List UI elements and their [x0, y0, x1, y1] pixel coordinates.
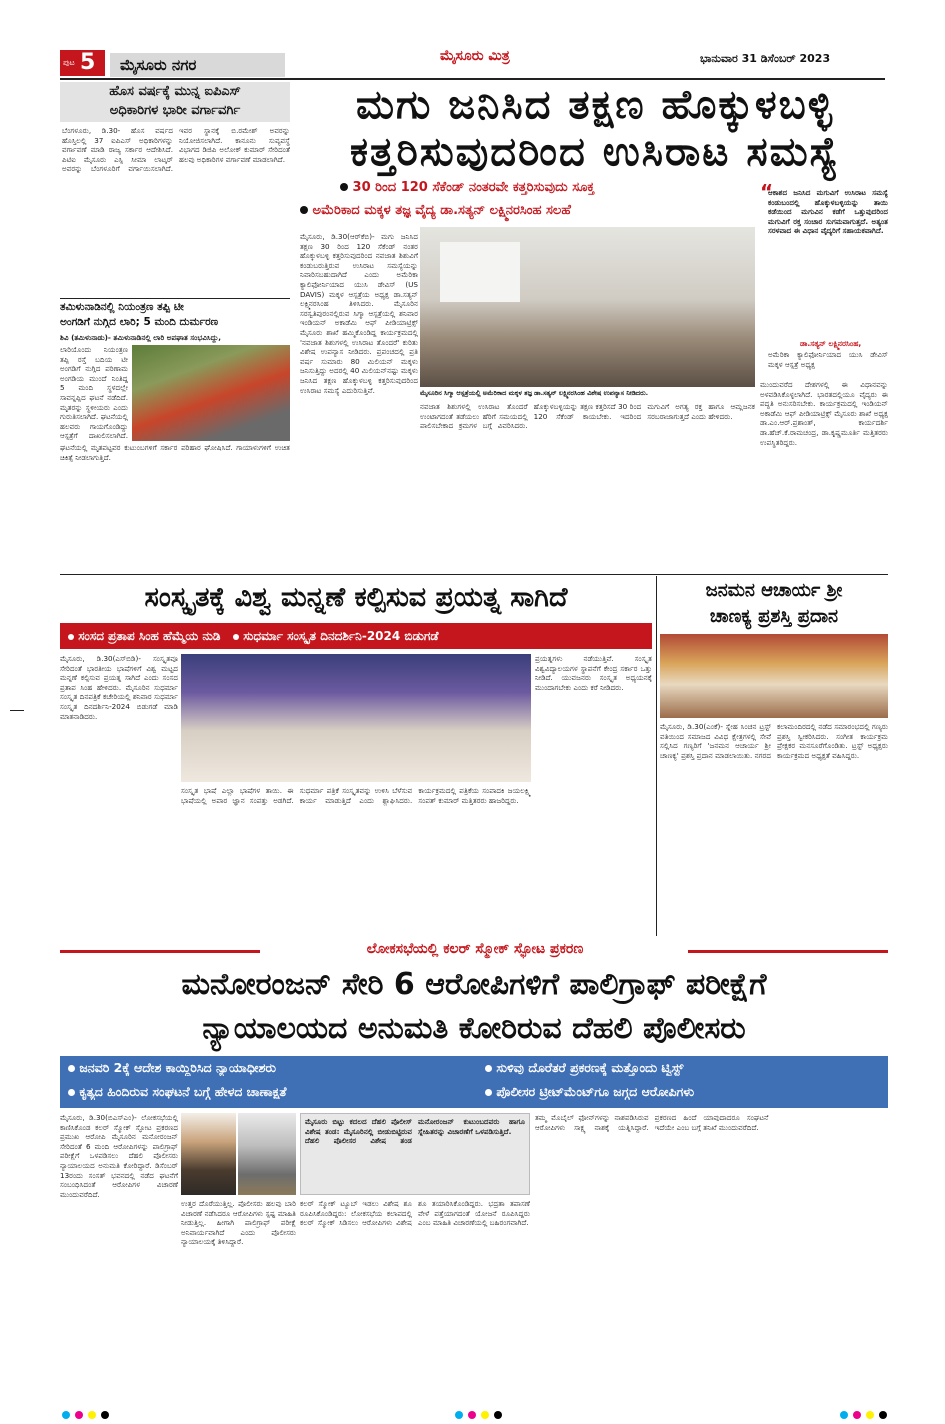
- issue-date: ಭಾನುವಾರ 31 ಡಿಸೆಂಬರ್ 2023: [700, 52, 831, 65]
- colorsmoke-bullet-3: [68, 1084, 478, 1100]
- lead-headline-line1: ಮಗು ಜನಿಸಿದ ತಕ್ಷಣ ಹೊಕ್ಕುಳಬಳ್ಳಿ: [355, 82, 835, 128]
- bullet-icon: [233, 634, 239, 640]
- sanskrit-deck: [60, 623, 652, 649]
- divider: [656, 576, 657, 936]
- colorsmoke-box-text: ಮೈಸೂರು ಬಿಟ್ಟು ಕದಲದ ದೆಹಲಿ ಪೊಲೀಸ್ ವಿಶೇಷ ತಂಡ: ಮೈಸೂರಿನಲ್ಲಿ ಬೀಡುಬಿಟ್ಟಿರುವ ದೆಹಲಿ ಪೊಲೀಸರ ವಿಶೇಷ ತಂಡ ಮನೋರಂಜನ್ ಕುಟುಂಬದವರು ಹಾಗೂ ಸ್ನೇಹಿತರನ್ನು ವಿಚಾರಣೆಗೆ ಒಳಪಡಿಸುತ್ತಿದೆ.: [305, 1117, 525, 1146]
- kicker-rule-left: [60, 950, 260, 953]
- registration-marks-center: [455, 1404, 502, 1423]
- sanskrit-body-right: ಪ್ರಯತ್ನಗಳು ನಡೆಯುತ್ತಿವೆ. ಸಂಸ್ಕೃತ ವಿಶ್ವವಿದ್ಯಾಲಯಗಳ ಸ್ಥಾಪನೆಗೆ ಕೇಂದ್ರ ಸರ್ಕಾರ ಒತ್ತು ನೀಡಿದೆ. ಯುವಜನರು ಸಂಸ್ಕೃತ ಅಧ್ಯಯನಕ್ಕೆ ಮುಂದಾಗಬೇಕು ಎಂದು ಕರೆ ನೀಡಿದರು.: [535, 654, 652, 692]
- ips-headline-line1: ಹೊಸ ವರ್ಷಕ್ಕೆ ಮುನ್ನ ಐಪಿಎಸ್: [109, 84, 241, 99]
- chanakya-body: ಮೈಸೂರು, ಡಿ.30(ಎಂಕೆ)- ಸ್ನೇಹ ಸಿಂಚನ ಟ್ರಸ್ಟ್ ವತಿಯಿಂದ ಸಮಾಜದ ವಿವಿಧ ಕ್ಷೇತ್ರಗಳಲ್ಲಿ ಸೇವೆ ಸಲ್ಲಿಸಿದ ಗಣ್ಯರಿಗೆ 'ಜನಮನ ಆಚಾರ್ಯ ಶ್ರೀ ಚಾಣಕ್ಯ' ಪ್ರಶಸ್ತಿ ಪ್ರದಾನ ಮಾಡಲಾಯಿತು. ನಗರದ ಕಲಾಮಂದಿರದಲ್ಲಿ ನಡೆದ ಸಮಾರಂಭದಲ್ಲಿ ಗಣ್ಯರು ಪ್ರಶಸ್ತಿ ಸ್ವೀಕರಿಸಿದರು. ಸಂಗೀತ ಕಾರ್ಯಕ್ರಮ ಪ್ರೇಕ್ಷಕರ ಮನಸೂರೆಗೊಂಡಿತು. ಟ್ರಸ್ಟ್ ಅಧ್ಯಕ್ಷರು ಕಾರ್ಯಕ್ರಮದ ಅಧ್ಯಕ್ಷತೆ ವಹಿಸಿದ್ದರು.: [660, 722, 888, 760]
- divider: [60, 298, 290, 299]
- bullet-icon: [300, 206, 308, 214]
- sanskrit-deck-2: ಸುಧರ್ಮಾ ಸಂಸ್ಕೃತ ದಿನದರ್ಶಿನಿ-2024 ಬಿಡುಗಡೆ: [243, 629, 439, 643]
- lead-body-right: ಮುಂದುವರೆದ ದೇಶಗಳಲ್ಲಿ ಈ ವಿಧಾನವನ್ನು ಅಳವಡಿಸಿಕೊಳ್ಳಲಾಗಿದೆ. ಭಾರತದಲ್ಲಿಯೂ ವೈದ್ಯರು ಈ ಪದ್ಧತಿ ಅನುಸರಿಸಬೇಕು. ಕಾರ್ಯಕ್ರಮದಲ್ಲಿ ಇಂಡಿಯನ್ ಅಕಾಡೆಮಿ ಆಫ್ ಪೀಡಿಯಾಟ್ರಿಕ್ಸ್ ಮೈಸೂರು ಶಾಖೆ ಅಧ್ಯಕ್ಷ ಡಾ.ಎಂ.ಆರ್.ಪ್ರಶಾಂತ್, ಕಾರ್ಯದರ್ಶಿ ಡಾ.ಹೆಚ್.ಕೆ.ರಾಮಚಂದ್ರ, ಡಾ.ಕೃಷ್ಣಮೂರ್ತಿ ಮತ್ತಿತರರು ಉಪಸ್ಥಿತರಿದ್ದರು.: [760, 380, 888, 447]
- bullet-icon: [485, 1065, 492, 1072]
- page-number: 5: [80, 50, 96, 75]
- masthead-rule: [60, 78, 885, 80]
- smoke-photo: [238, 1113, 296, 1195]
- lead-deck-1-text: 30 ರಿಂದ 120 ಸೆಕೆಂಡ್ ನಂತರವೇ ಕತ್ತರಿಸುವುದು ಸೂಕ್ತ: [352, 180, 595, 195]
- bullet-icon: [68, 1065, 75, 1072]
- sanskrit-body-left: ಮೈಸೂರು, ಡಿ.30(ಎಸ್‌ಬಿಡಿ)- ಸಂಸ್ಕೃತವೂ ಸೇರಿದಂತೆ ಭಾರತೀಯ ಭಾಷೆಗಳಿಗೆ ವಿಶ್ವ ಮಟ್ಟದ ಮನ್ನಣೆ ಕಲ್ಪಿಸುವ ಪ್ರಯತ್ನ ಸಾಗಿದೆ ಎಂದು ಸಂಸದ ಪ್ರತಾಪ ಸಿಂಹ ಹೇಳಿದರು. ಮೈಸೂರಿನ ಸುಧರ್ಮಾ ಸಂಸ್ಕೃತ ದಿನಪತ್ರಿಕೆ ಕಚೇರಿಯಲ್ಲಿ ಶನಿವಾರ ಸುಧರ್ಮಾ ಸಂಸ್ಕೃತ ದಿನದರ್ಶಿನಿ-2024 ಬಿಡುಗಡೆ ಮಾಡಿ ಮಾತನಾಡಿದರು.: [60, 654, 178, 721]
- truck-headline-line2: ಅಂಗಡಿಗೆ ನುಗ್ಗಿದ ಲಾರಿ; 5 ಮಂದಿ ದುರ್ಮರಣ: [60, 316, 219, 328]
- colorsmoke-headline-line1: ಮನೋರಂಜನ್ ಸೇರಿ 6 ಆರೋಪಿಗಳಿಗೆ ಪಾಲಿಗ್ರಾಫ್ ಪರೀಕ್ಷೆಗೆ: [181, 967, 767, 1002]
- colorsmoke-headline-line2: ನ್ಯಾಯಾಲಯದ ಅನುಮತಿ ಕೋರಿರುವ ದೆಹಲಿ ಪೊಲೀಸರು: [202, 1011, 746, 1046]
- colorsmoke-kicker: ಲೋಕಸಭೆಯಲ್ಲಿ ಕಲರ್ ಸ್ಮೋಕ್ ಸ್ಫೋಟ ಪ್ರಕರಣ: [366, 941, 584, 957]
- colorsmoke-bullet-2-text: ಸುಳಿವು ದೊರೆತರೆ ಪ್ರಕರಣಕ್ಕೆ ಮತ್ತೊಂದು ಟ್ವಿಸ್ಟ್: [496, 1060, 684, 1075]
- lead-headline-line2: ಕತ್ತರಿಸುವುದರಿಂದ ಉಸಿರಾಟ ಸಮಸ್ಯೆ: [350, 129, 840, 175]
- paper-name: ಮೈಸೂರು ಮಿತ್ರ: [440, 48, 510, 64]
- sanskrit-body-mid: ಸಂಸ್ಕೃತ ಭಾಷೆ ಎಲ್ಲಾ ಭಾಷೆಗಳ ತಾಯಿ. ಈ ಭಾಷೆಯಲ್ಲಿ ಅಪಾರ ಜ್ಞಾನ ಸಂಪತ್ತು ಅಡಗಿದೆ. ಸುಧರ್ಮಾ ಪತ್ರಿಕೆ ಸಂಸ್ಕೃತವನ್ನು ಉಳಿಸಿ ಬೆಳೆಸುವ ಕಾರ್ಯ ಮಾಡುತ್ತಿದೆ ಎಂದು ಶ್ಲಾಘಿಸಿದರು. ಕಾರ್ಯಕ್ರಮದಲ್ಲಿ ಪತ್ರಿಕೆಯ ಸಂಪಾದಕಿ ಜಯಲಕ್ಷ್ಮಿ ಸಂಪತ್ ಕುಮಾರ್ ಮತ್ತಿತರರು ಹಾಜರಿದ್ದರು.: [181, 786, 531, 805]
- projector-screen: [440, 242, 520, 302]
- ips-body: ಬೆಂಗಳೂರು, ಡಿ.30- ಹೊಸ ವರ್ಷದ ಹೊಸ್ತಿಲಲ್ಲಿ 37 ಐಪಿಎಸ್ ಅಧಿಕಾರಿಗಳನ್ನು ವರ್ಗಾವಣೆ ಮಾಡಿ ರಾಜ್ಯ ಸರ್ಕಾರ ಆದೇಶಿಸಿದೆ. ಪಿಟಿಐ ಮೈಸೂರು ಎಸ್ಪಿ ಸೀಮಾ ಲಾಟ್ಕರ್ ಅವರನ್ನು ಬೆಂಗಳೂರಿಗೆ ವರ್ಗಾಯಿಸಲಾಗಿದೆ. ಇವರ ಸ್ಥಾನಕ್ಕೆ ಬಿ.ರಮೇಶ್ ಅವರನ್ನು ನಿಯೋಜಿಸಲಾಗಿದೆ. ಕಾನೂನು ಸುವ್ಯವಸ್ಥೆ ವಿಭಾಗದ ಡಿಜಿಪಿ ಅಲೋಕ್ ಕುಮಾರ್ ಸೇರಿದಂತೆ ಹಲವು ಅಧಿಕಾರಿಗಳ ವರ್ಗಾವಣೆ ಮಾಡಲಾಗಿದೆ.: [62, 126, 290, 174]
- truck-intro: ಶಿವಿ (ತಮಿಳುನಾಡು)- ತಮಿಳುನಾಡಿನಲ್ಲಿ ಲಾರಿ ಅಪಘಾತ ಸಂಭವಿಸಿದ್ದು,: [60, 333, 222, 342]
- quote-text: ಆಕಾಶದ ಜನಿಸಿದ ಮಗುವಿಗೆ ಉಸಿರಾಟ ಸಮಸ್ಯೆ ಕಂಡುಬಂದಲ್ಲಿ ಹೊಕ್ಕುಳಬಳ್ಳಿಯನ್ನು ತಾಯಿ ಕಡೆಯಿಂದ ಮಗುವಿನ ಕಡೆಗೆ ಒತ್ತುವುದರಿಂದ ಮಗುವಿಗೆ ರಕ್ತ ಸಂಚಾರ ಸುಗಮವಾಗುತ್ತದೆ. ಅತ್ಯಂತ ಸರಳವಾದ ಈ ವಿಧಾನ ವೈದ್ಯರಿಗೆ ಸಹಾಯಕವಾಗಿದೆ.: [768, 188, 888, 236]
- kicker-rule-right: [688, 950, 888, 953]
- colorsmoke-body-far: ತಮ್ಮ ಮೊಬೈಲ್ ಫೋನ್‌ಗಳನ್ನು ನಾಶಪಡಿಸಿರುವ ಆರೋಪಿಗಳು ಸಾಕ್ಷ್ಯ ನಾಶಕ್ಕೆ ಯತ್ನಿಸಿದ್ದಾರೆ. ಪ್ರಕರಣದ ಹಿಂದೆ ಯಾವುದಾದರೂ ಸಂಘಟನೆ ಇದೆಯೇ ಎಂಬ ಬಗ್ಗೆ ತನಿಖೆ ಮುಂದುವರೆದಿದೆ.: [535, 1113, 769, 1132]
- colorsmoke-body-mid: ಉತ್ತರ ದೊರೆಯುತ್ತಿಲ್ಲ. ಪೊಲೀಸರು ಹಲವು ಬಾರಿ ವಿಚಾರಣೆ ನಡೆಸಿದರೂ ಆರೋಪಿಗಳು ಸ್ಪಷ್ಟ ಮಾಹಿತಿ ನೀಡುತ್ತಿಲ್ಲ. ಹೀಗಾಗಿ ಪಾಲಿಗ್ರಾಫ್ ಪರೀಕ್ಷೆ ಅನಿವಾರ್ಯವಾಗಿದೆ ಎಂದು ಪೊಲೀಸರು ನ್ಯಾಯಾಲಯಕ್ಕೆ ತಿಳಿಸಿದ್ದಾರೆ.: [181, 1199, 296, 1247]
- crop-mark: [10, 710, 24, 711]
- page-label: ಪುಟ: [63, 58, 75, 67]
- registration-marks-left: [62, 1404, 109, 1423]
- page-number-badge: [60, 50, 105, 76]
- chanakya-photo: [660, 634, 888, 718]
- bullet-icon: [340, 183, 348, 191]
- sanskrit-headline: ಸಂಸ್ಕೃತಕ್ಕೆ ವಿಶ್ವ ಮನ್ನಣೆ ಕಲ್ಪಿಸುವ ಪ್ರಯತ್ನ ಸಾಗಿದೆ: [144, 582, 568, 613]
- chanakya-headline-line1: ಜನಮನ ಆಚಾರ್ಯ ಶ್ರೀ: [705, 580, 843, 601]
- lead-deck-2-text: ಅಮೆರಿಕಾದ ಮಕ್ಕಳ ತಜ್ಞ ವೈದ್ಯ ಡಾ.ಸತ್ಯನ್ ಲಕ್ಷ್ಮಿನರಸಿಂಹ ಸಲಹೆ: [312, 203, 571, 218]
- bullet-icon: [68, 634, 74, 640]
- lead-photo-caption: ಮೈಸೂರಿನ ಸಿಗ್ಮಾ ಆಸ್ಪತ್ರೆಯಲ್ಲಿ ಅಮೆರಿಕಾದ ಮಕ್ಕಳ ತಜ್ಞ ಡಾ.ಸತ್ಯನ್ ಲಕ್ಷ್ಮಿನರಸಿಂಹ ವಿಶೇಷ ಉಪನ್ಯಾಸ ನೀಡಿದರು.: [420, 389, 649, 397]
- section-label: ಮೈಸೂರು ನಗರ: [110, 53, 285, 77]
- colorsmoke-box: [300, 1113, 530, 1195]
- quote-author-sub: ಅಮೆರಿಕಾ ಕ್ಯಾಲಿಫೋರ್ನಿಯಾದ ಯುಸಿ ಡೇವಿಸ್ ಮಕ್ಕಳ ಆಸ್ಪತ್ರೆ ಅಧ್ಯಕ್ಷ: [768, 350, 888, 369]
- bullet-icon: [485, 1089, 492, 1096]
- lead-quote-box: [760, 180, 888, 374]
- colorsmoke-bullet-4-text: ಪೊಲೀಸರ ಟ್ರೀಟ್‌ಮೆಂಟ್‌ಗೂ ಜಗ್ಗದ ಆರೋಪಿಗಳು: [496, 1084, 695, 1099]
- bullet-icon: [68, 1089, 75, 1096]
- colorsmoke-bullet-1-text: ಜನವರಿ 2ಕ್ಕೆ ಆದೇಶ ಕಾಯ್ದಿರಿಸಿದ ನ್ಯಾಯಾಧೀಶರು: [79, 1060, 276, 1075]
- lead-deck-2: [300, 203, 770, 218]
- truck-body-cont: ಘಟನೆಯಲ್ಲಿ ಮೃತಪಟ್ಟವರ ಕುಟುಂಬಗಳಿಗೆ ಸರ್ಕಾರ ಪರಿಹಾರ ಘೋಷಿಸಿದೆ. ಗಾಯಾಳುಗಳಿಗೆ ಉಚಿತ ಚಿಕಿತ್ಸೆ ನೀಡಲಾಗುತ್ತಿದೆ.: [60, 443, 290, 462]
- ips-headline-line2: ಅಧಿಕಾರಿಗಳ ಭಾರೀ ವರ್ಗಾವರ್ಗಿ: [109, 103, 241, 118]
- lead-body-left: ಮೈಸೂರು, ಡಿ.30(ಆರ್‌ಕೆಬಿ)- ಮಗು ಜನಿಸಿದ ತಕ್ಷಣ 30 ರಿಂದ 120 ಸೆಕೆಂಡ್ ನಂತರ ಹೊಕ್ಕುಳಬಳ್ಳಿ ಕತ್ತರಿಸುವುದರಿಂದ ನವಜಾತ ಶಿಶುವಿಗೆ ಕಂಡುಬರುತ್ತಿರುವ ಉಸಿರಾಟ ಸಮಸ್ಯೆಯನ್ನು ನಿವಾರಿಸಬಹುದಾಗಿದೆ ಎಂದು ಅಮೆರಿಕಾ ಕ್ಯಾಲಿಫೋರ್ನಿಯಾದ ಯುಸಿ ಡೇವಿಸ್ (US DAVIS) ಮಕ್ಕಳ ಆಸ್ಪತ್ರೆಯ ಅಧ್ಯಕ್ಷ ಡಾ.ಸತ್ಯನ್ ಲಕ್ಷ್ಮಿನರಸಿಂಹ ತಿಳಿಸಿದರು. ಮೈಸೂರಿನ ಸರಸ್ವತಿಪುರಂನಲ್ಲಿರುವ ಸಿಗ್ಮಾ ಆಸ್ಪತ್ರೆಯಲ್ಲಿ ಶನಿವಾರ ಇಂಡಿಯನ್ ಅಕಾಡೆಮಿ ಆಫ್ ಪೀಡಿಯಾಟ್ರಿಕ್ಸ್ ಮೈಸೂರು ಶಾಖೆ ಹಮ್ಮಿಕೊಂಡಿದ್ದ ಕಾರ್ಯಕ್ರಮದಲ್ಲಿ 'ನವಜಾತ ಶಿಶುಗಳಲ್ಲಿ ಉಸಿರಾಟ ತೊಂದರೆ' ಕುರಿತು ವಿಶೇಷ ಉಪನ್ಯಾಸ ನೀಡಿದರು. ಪ್ರಪಂಚದಲ್ಲಿ ಪ್ರತಿ ವರ್ಷ ಸುಮಾರು 80 ಮಿಲಿಯನ್ ಮಕ್ಕಳು ಜನಿಸುತ್ತಿದ್ದು ಅದರಲ್ಲಿ 40 ಮಿಲಿಯನ್‌ನಷ್ಟು ಮಕ್ಕಳು ಜನಿಸಿದ ತಕ್ಷಣ ಹೊಕ್ಕುಳಬಳ್ಳಿ ಕತ್ತರಿಸುವುದರಿಂದ ಉಸಿರಾಟ ಸಮಸ್ಯೆ ಎದುರಿಸುತ್ತಿವೆ.: [300, 232, 418, 395]
- divider: [60, 574, 888, 575]
- lead-body-mid: ನವಜಾತ ಶಿಶುಗಳಲ್ಲಿ ಉಸಿರಾಟ ತೊಂದರೆ ಉಂಟಾಗದಂತೆ ತಡೆಯಲು ಹೆರಿಗೆ ಸಮಯದಲ್ಲಿ ಪಾಲಿಸಬೇಕಾದ ಕ್ರಮಗಳ ಬಗ್ಗೆ ವಿವರಿಸಿದರು. ಹೊಕ್ಕುಳಬಳ್ಳಿಯನ್ನು ತಕ್ಷಣ ಕತ್ತರಿಸದೆ 30 ರಿಂದ 120 ಸೆಕೆಂಡ್ ಕಾಯಬೇಕು. ಇದರಿಂದ ಮಗುವಿಗೆ ಅಗತ್ಯ ರಕ್ತ ಹಾಗೂ ಆಮ್ಲಜನಕ ಸರಬರಾಜಾಗುತ್ತದೆ ಎಂದು ಹೇಳಿದರು.: [420, 402, 755, 431]
- colorsmoke-body-left: ಮೈಸೂರು, ಡಿ.30(ಬಿಎಸ್‌ಎಂ)- ಲೋಕಸಭೆಯಲ್ಲಿ ಕಾಣಿಸಿಕೊಂಡ ಕಲರ್ ಸ್ಮೋಕ್ ಸ್ಫೋಟ ಪ್ರಕರಣದ ಪ್ರಮುಖ ಆರೋಪಿ ಮೈಸೂರಿನ ಮನೋರಂಜನ್ ಸೇರಿದಂತೆ 6 ಮಂದಿ ಆರೋಪಿಗಳನ್ನು ಪಾಲಿಗ್ರಾಫ್ ಪರೀಕ್ಷೆಗೆ ಒಳಪಡಿಸಲು ದೆಹಲಿ ಪೊಲೀಸರು ನ್ಯಾಯಾಲಯದ ಅನುಮತಿ ಕೋರಿದ್ದಾರೆ. ಡಿಸೆಂಬರ್ 13ರಂದು ಸಂಸತ್ ಭವನದಲ್ಲಿ ನಡೆದ ಘಟನೆಗೆ ಸಂಬಂಧಿಸಿದಂತೆ ಆರೋಪಿಗಳ ವಿಚಾರಣೆ ಮುಂದುವರೆದಿದೆ.: [60, 1113, 178, 1199]
- lead-photo: [420, 227, 755, 387]
- ips-headline: [60, 82, 290, 122]
- colorsmoke-bullet-4: [485, 1084, 885, 1100]
- lead-deck-1: [340, 180, 760, 195]
- colorsmoke-kicker-bar: [60, 941, 888, 961]
- sanskrit-deck-1: ಸಂಸದ ಪ್ರತಾಪ ಸಿಂಹ ಹೆಮ್ಮೆಯ ನುಡಿ: [78, 629, 221, 643]
- truck-body: ಲಾರಿಯೊಂದು ನಿಯಂತ್ರಣ ತಪ್ಪಿ ರಸ್ತೆ ಬದಿಯ ಟೀ ಅಂಗಡಿಗೆ ನುಗ್ಗಿದ ಪರಿಣಾಮ ಅಂಗಡಿಯ ಮುಂದೆ ನಿಂತಿದ್ದ 5 ಮಂದಿ ಸ್ಥಳದಲ್ಲೇ ಸಾವನ್ನಪ್ಪಿದ ಘಟನೆ ನಡೆದಿದೆ. ಮೃತರನ್ನು ಸ್ಥಳೀಯರು ಎಂದು ಗುರುತಿಸಲಾಗಿದೆ. ಘಟನೆಯಲ್ಲಿ ಹಲವರು ಗಾಯಗೊಂಡಿದ್ದು ಆಸ್ಪತ್ರೆಗೆ ದಾಖಲಿಸಲಾಗಿದೆ.: [60, 345, 128, 441]
- colorsmoke-bullet-3-text: ಕೃತ್ಯದ ಹಿಂದಿರುವ ಸಂಘಟನೆ ಬಗ್ಗೆ ಹೇಳದ ಚಾಣಾಕ್ಷತೆ: [79, 1084, 287, 1099]
- manoranjan-photo: [181, 1113, 236, 1195]
- truck-headline-line1: ತಮಿಳುನಾಡಿನಲ್ಲಿ ನಿಯಂತ್ರಣ ತಪ್ಪಿ ಟೀ: [60, 301, 184, 313]
- colorsmoke-bullet-1: [68, 1060, 478, 1076]
- sanskrit-photo: [181, 654, 531, 782]
- registration-marks-right: [840, 1404, 887, 1423]
- quote-author: ಡಾ.ಸತ್ಯನ್ ಲಕ್ಷ್ಮಿನರಸಿಂಹ,: [800, 339, 862, 348]
- colorsmoke-bullets: [60, 1056, 888, 1108]
- truck-accident-photo: [132, 345, 290, 441]
- colorsmoke-bullet-2: [485, 1060, 885, 1076]
- chanakya-headline-line2: ಚಾಣಕ್ಯ ಪ್ರಶಸ್ತಿ ಪ್ರದಾನ: [709, 606, 839, 627]
- quote-mark-icon: “: [760, 180, 774, 204]
- colorsmoke-body-right: ಕಲರ್ ಸ್ಮೋಕ್ ಟ್ಯೂಬ್ ಇಡಲು ವಿಶೇಷ ಶೂ ರೂಪಿಸಿಕೊಂಡಿದ್ದರು: ಲೋಕಸಭೆಯ ಕಲಾಪದಲ್ಲಿ ಕಲರ್ ಸ್ಮೋಕ್ ಸಿಡಿಸಲು ಆರೋಪಿಗಳು ವಿಶೇಷ ಶೂ ತಯಾರಿಸಿಕೊಂಡಿದ್ದರು. ಭದ್ರತಾ ತಪಾಸಣೆ ವೇಳೆ ಪತ್ತೆಯಾಗದಂತೆ ಯೋಜನೆ ರೂಪಿಸಿದ್ದರು ಎಂಬ ಮಾಹಿತಿ ವಿಚಾರಣೆಯಲ್ಲಿ ಬಹಿರಂಗವಾಗಿದೆ.: [300, 1199, 530, 1228]
